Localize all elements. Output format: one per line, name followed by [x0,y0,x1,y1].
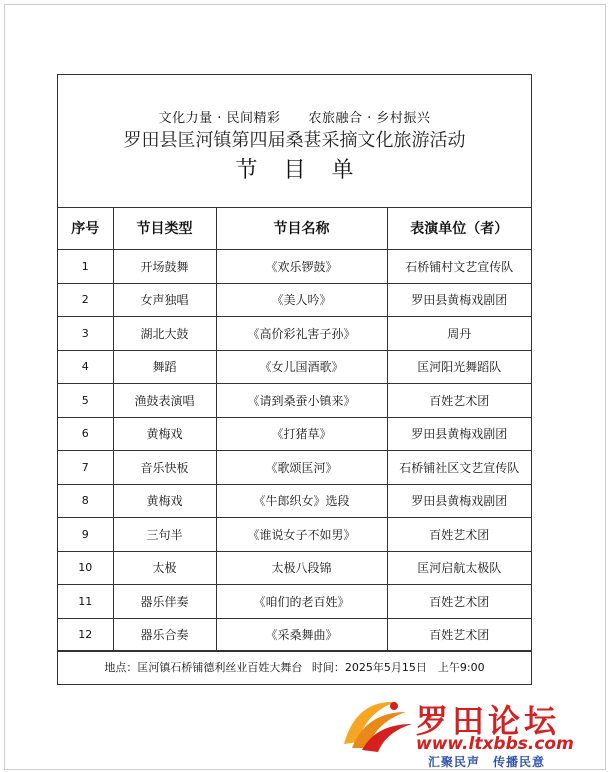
program-type: 黄梅戏 [113,417,216,451]
table-row [58,384,531,418]
program-name: 《歌颂匡河》 [216,451,387,485]
column-header-number: 序号 [58,207,113,250]
row-number: 5 [58,384,113,418]
program-type: 渔鼓表演唱 [113,384,216,418]
performer: 匡河阳光舞蹈队 [387,350,531,384]
program-name: 《欢乐锣鼓》 [216,250,387,284]
performer: 百姓艺术团 [387,618,531,652]
table-row [58,618,531,652]
column-header-performer: 表演单位（者） [387,207,531,250]
table-row [58,518,531,552]
table-row [58,317,531,351]
row-number: 9 [58,518,113,552]
table-row [58,551,531,585]
performer: 百姓艺术团 [387,518,531,552]
slogan-left: 文化力量 · 民间精彩 [158,111,281,126]
performer: 石桥铺社区文艺宣传队 [387,451,531,485]
table-row [58,283,531,317]
forum-watermark [336,690,606,772]
row-number: 4 [58,350,113,384]
phoenix-logo-icon [336,690,418,762]
performer: 石桥铺村文艺宣传队 [387,250,531,284]
program-name: 《咱们的老百姓》 [216,585,387,619]
program-rows [58,250,531,652]
program-sheet [57,74,532,685]
program-type: 舞蹈 [113,350,216,384]
program-type: 女声独唱 [113,283,216,317]
forum-url: www.ltxbbs.com [416,734,574,754]
program-name: 《女儿国酒歌》 [216,350,387,384]
row-number: 10 [58,551,113,585]
row-number: 11 [58,585,113,619]
program-name: 《打猪草》 [216,417,387,451]
row-number: 7 [58,451,113,485]
column-header-type: 节目类型 [113,207,216,250]
row-number: 1 [58,250,113,284]
program-name: 《请到桑蚕小镇来》 [216,384,387,418]
program-table [58,207,531,652]
table-row [58,451,531,485]
row-number: 2 [58,283,113,317]
table-header-row [58,207,531,250]
program-name: 《牛郎织女》选段 [216,484,387,518]
table-row [58,484,531,518]
program-type: 音乐快板 [113,451,216,485]
slogan-right: 农旅融合 · 乡村振兴 [308,111,431,126]
program-type: 三句半 [113,518,216,552]
table-row [58,585,531,619]
program-type: 湖北大鼓 [113,317,216,351]
table-row [58,250,531,284]
performer: 罗田县黄梅戏剧团 [387,484,531,518]
program-list-heading: 节目单 [235,158,380,183]
program-type: 开场鼓舞 [113,250,216,284]
program-type: 太极 [113,551,216,585]
column-header-name: 节目名称 [216,207,387,250]
row-number: 8 [58,484,113,518]
row-number: 3 [58,317,113,351]
performer: 罗田县黄梅戏剧团 [387,417,531,451]
event-location: 地点：匡河镇石桥铺德利丝业百姓大舞台 [104,661,303,674]
program-type: 黄梅戏 [113,484,216,518]
program-type: 器乐伴奏 [113,585,216,619]
row-number: 6 [58,417,113,451]
row-number: 12 [58,618,113,652]
program-name: 《谁说女子不如男》 [216,518,387,552]
performer: 匡河启航太极队 [387,551,531,585]
forum-brand: 罗田论坛 [416,702,561,740]
performer: 百姓艺术团 [387,384,531,418]
program-type: 器乐合奏 [113,618,216,652]
performer: 周丹 [387,317,531,351]
slogan [58,107,531,126]
forum-tagline: 汇聚民声 传播民意 [428,755,546,769]
table-row [58,417,531,451]
program-name: 太极八段锦 [216,551,387,585]
performer: 百姓艺术团 [387,585,531,619]
event-time: 时间：2025年5月15日 上午9:00 [311,661,485,674]
event-title: 罗田县匡河镇第四届桑葚采摘文化旅游活动 [123,130,466,151]
event-footer [58,650,531,684]
program-name: 《高价彩礼害子孙》 [216,317,387,351]
program-name: 《采桑舞曲》 [216,618,387,652]
sheet-header [58,75,531,208]
program-name: 《美人吟》 [216,283,387,317]
table-row [58,350,531,384]
performer: 罗田县黄梅戏剧团 [387,283,531,317]
